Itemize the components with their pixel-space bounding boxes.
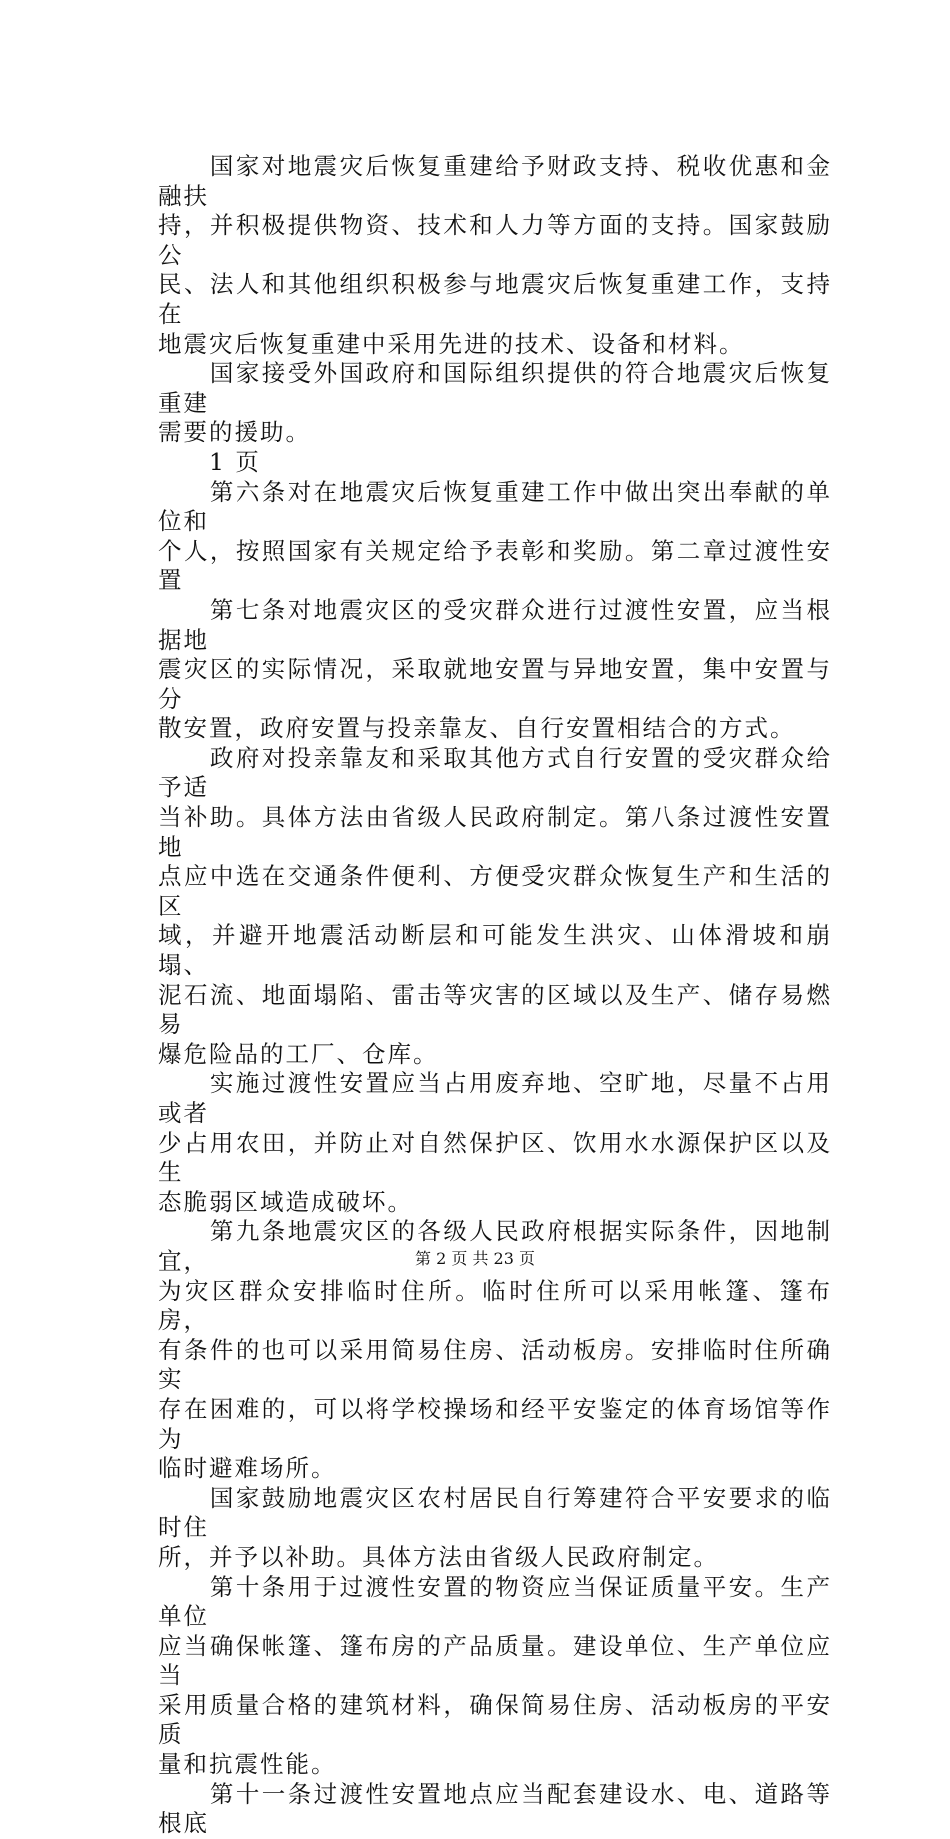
document-body [158,152,832,1839]
paragraph-4: 第六条对在地震灾后恢复重建工作中做出突出奉献的单位和 个人，按照国家有关规定给予表彰和奖励。第二章过渡性安置 [158,477,832,595]
paragraph-5: 第七条对地震灾区的受灾群众进行过渡性安置，应当根据地 震灾区的实际情况，采取就地安置与异地安置，集中安置与分 散安置，政府安置与投亲靠友、自行安置相结合的方式。 [158,595,832,743]
paragraph-2: 国家接受外国政府和国际组织提供的符合地震灾后恢复重建 需要的援助。 [158,359,832,447]
paragraph-1: 国家对地震灾后恢复重建给予财政支持、税收优惠和金融扶 持，并积极提供物资、技术和人力等方面的支持。国家鼓励公 民、法人和其他组织积极参与地震灾后恢复重建工作，支持在 地震灾后恢复重建中采用先进的技术、设备和材料。 [158,152,832,358]
paragraph-7: 实施过渡性安置应当占用废弃地、空旷地，尽量不占用或者 少占用农田，并防止对自然保护区、饮用水水源保护区以及生 态脆弱区域造成破坏。 [158,1069,832,1216]
page-footer: 第 2 页 共 23 页 [415,1249,535,1268]
paragraph-3: 1 页 [158,447,261,476]
paragraph-8: 第九条地震灾区的各级人民政府根据实际条件，因地制宜， 为灾区群众安排临时住所。临时住所可以采用帐篷、篷布房， 有条件的也可以采用简易住房、活动板房。安排临时住所确实 存在困难的，可以将学校操场和经平安鉴定的体育场馆等作为 临时避难场所。 [158,1217,832,1483]
paragraph-10: 第十条用于过渡性安置的物资应当保证质量平安。生产单位 应当确保帐篷、篷布房的产品质量。建设单位、生产单位应当 采用质量合格的建筑材料，确保简易住房、活动板房的平安质 量和抗震性能。 [158,1572,832,1779]
paragraph-11: 第十一条过渡性安置地点应当配套建设水、电、道路等根底 [158,1779,832,1838]
paragraph-9: 国家鼓励地震灾区农村居民自行筹建符合平安要求的临时住 所，并予以补助。具体方法由省级人民政府制定。 [158,1483,832,1571]
paragraph-6: 政府对投亲靠友和采取其他方式自行安置的受灾群众给予适 当补助。具体方法由省级人民政府制定。第八条过渡性安置地 点应中选在交通条件便利、方便受灾群众恢复生产和生活的区 域，并避开地震活动断层和可能发生洪灾、山体滑坡和崩塌、 泥石流、地面塌陷、雷击等灾害的区域以及生产、储存易燃易 爆危险品的工厂、仓库。 [158,743,832,1068]
